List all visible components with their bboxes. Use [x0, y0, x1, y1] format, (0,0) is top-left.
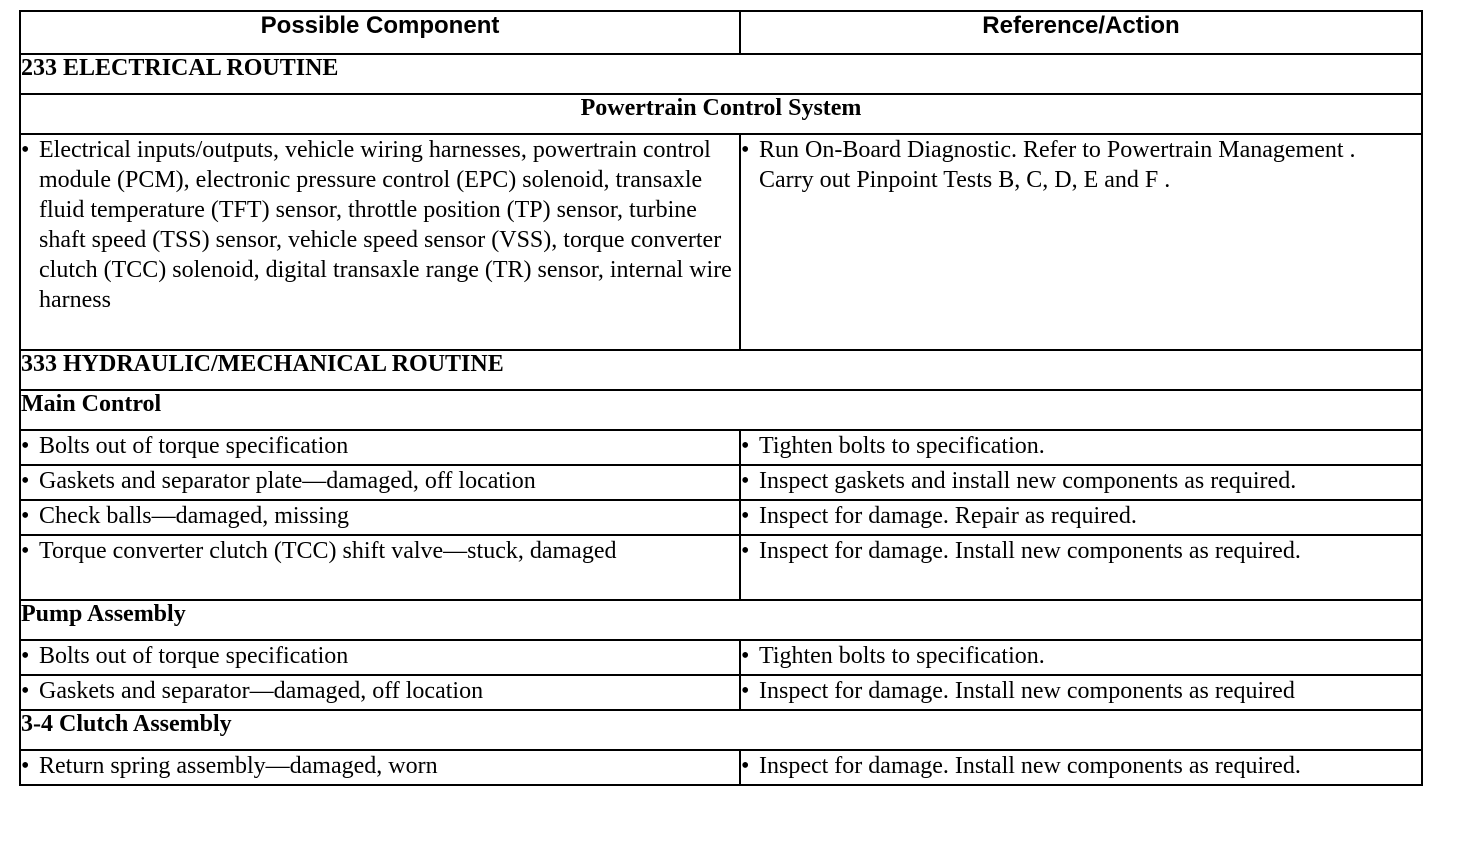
component-cell	[20, 430, 740, 465]
subsection-row-powertrain	[20, 94, 1422, 134]
table-row	[20, 675, 1422, 710]
table-row	[20, 640, 1422, 675]
component-cell	[20, 134, 740, 350]
bullet-icon: •	[741, 468, 750, 494]
action-text: Run On-Board Diagnostic. Refer to Powertrain Management .	[759, 137, 1356, 163]
action-cell	[740, 535, 1422, 600]
action-cell	[740, 465, 1422, 500]
subsection-row-clutch-34	[20, 710, 1422, 750]
bullet-icon: •	[21, 643, 30, 669]
table-row	[20, 430, 1422, 465]
header-possible-component: Possible Component	[20, 11, 740, 54]
action-text: Inspect for damage. Repair as required.	[759, 503, 1137, 529]
action-cell	[740, 430, 1422, 465]
action-text: Inspect for damage. Install new components as required.	[759, 538, 1301, 564]
component-text: Check balls—damaged, missing	[39, 503, 349, 529]
action-cell	[740, 675, 1422, 710]
component-cell	[20, 675, 740, 710]
subsection-row-main-control	[20, 390, 1422, 430]
table-row	[20, 750, 1422, 785]
bullet-icon: •	[21, 468, 30, 494]
table-row	[20, 500, 1422, 535]
bullet-icon: •	[741, 753, 750, 779]
action-text: Tighten bolts to specification.	[759, 643, 1045, 669]
action-text: Inspect for damage. Install new components as required.	[759, 753, 1301, 779]
action-cell	[740, 750, 1422, 785]
subsection-title-pump-assembly: Pump Assembly	[20, 600, 1422, 640]
subsection-row-pump-assembly	[20, 600, 1422, 640]
bullet-icon: •	[21, 538, 30, 564]
header-reference-action: Reference/Action	[740, 11, 1422, 54]
action-cell	[740, 500, 1422, 535]
bullet-icon: •	[21, 433, 30, 459]
bullet-icon: •	[21, 137, 30, 163]
component-cell	[20, 750, 740, 785]
bullet-icon: •	[741, 503, 750, 529]
bullet-icon: •	[741, 538, 750, 564]
diagnosis-table	[19, 10, 1423, 786]
component-text: Electrical inputs/outputs, vehicle wiring harnesses, powertrain control module (PCM), electronic pressure control (EPC) solenoid, transaxle fluid temperature (TFT) sensor, throttle position (TP) sensor, turbine shaft speed (TSS) sensor, vehicle speed sensor (VSS), torque converter clutch (TCC) solenoid, digital transaxle range (TR) sensor, internal wire harness	[39, 137, 732, 313]
bullet-icon: •	[21, 678, 30, 704]
table-row	[20, 535, 1422, 600]
component-text: Gaskets and separator—damaged, off location	[39, 678, 484, 704]
component-cell	[20, 640, 740, 675]
table-row	[20, 134, 1422, 350]
bullet-icon: •	[741, 643, 750, 669]
component-cell	[20, 535, 740, 600]
subsection-title-main-control: Main Control	[20, 390, 1422, 430]
bullet-icon: •	[21, 753, 30, 779]
subsection-title-powertrain: Powertrain Control System	[20, 94, 1422, 134]
table-row	[20, 465, 1422, 500]
component-cell	[20, 465, 740, 500]
component-text: Bolts out of torque specification	[39, 643, 349, 669]
action-cell	[740, 134, 1422, 350]
component-text: Gaskets and separator plate—damaged, off location	[39, 468, 536, 494]
action-text: Tighten bolts to specification.	[759, 433, 1045, 459]
component-text: Bolts out of torque specification	[39, 433, 349, 459]
bullet-icon: •	[21, 503, 30, 529]
section-title-electrical: 233 ELECTRICAL ROUTINE	[20, 54, 1422, 94]
table-header-row	[20, 11, 1422, 54]
action-text: Inspect for damage. Install new components as required	[759, 678, 1295, 704]
action-text: Inspect gaskets and install new components as required.	[759, 468, 1297, 494]
component-text: Torque converter clutch (TCC) shift valve—stuck, damaged	[39, 538, 617, 564]
action-text: Carry out Pinpoint Tests B, C, D, E and F .	[759, 167, 1171, 193]
component-text: Return spring assembly—damaged, worn	[39, 753, 438, 779]
section-title-hydraulic: 333 HYDRAULIC/MECHANICAL ROUTINE	[20, 350, 1422, 390]
component-cell	[20, 500, 740, 535]
section-row-electrical	[20, 54, 1422, 94]
bullet-icon: •	[741, 678, 750, 704]
subsection-title-clutch-34: 3-4 Clutch Assembly	[20, 710, 1422, 750]
action-cell	[740, 640, 1422, 675]
section-row-hydraulic	[20, 350, 1422, 390]
bullet-icon: •	[741, 137, 750, 163]
bullet-icon: •	[741, 433, 750, 459]
